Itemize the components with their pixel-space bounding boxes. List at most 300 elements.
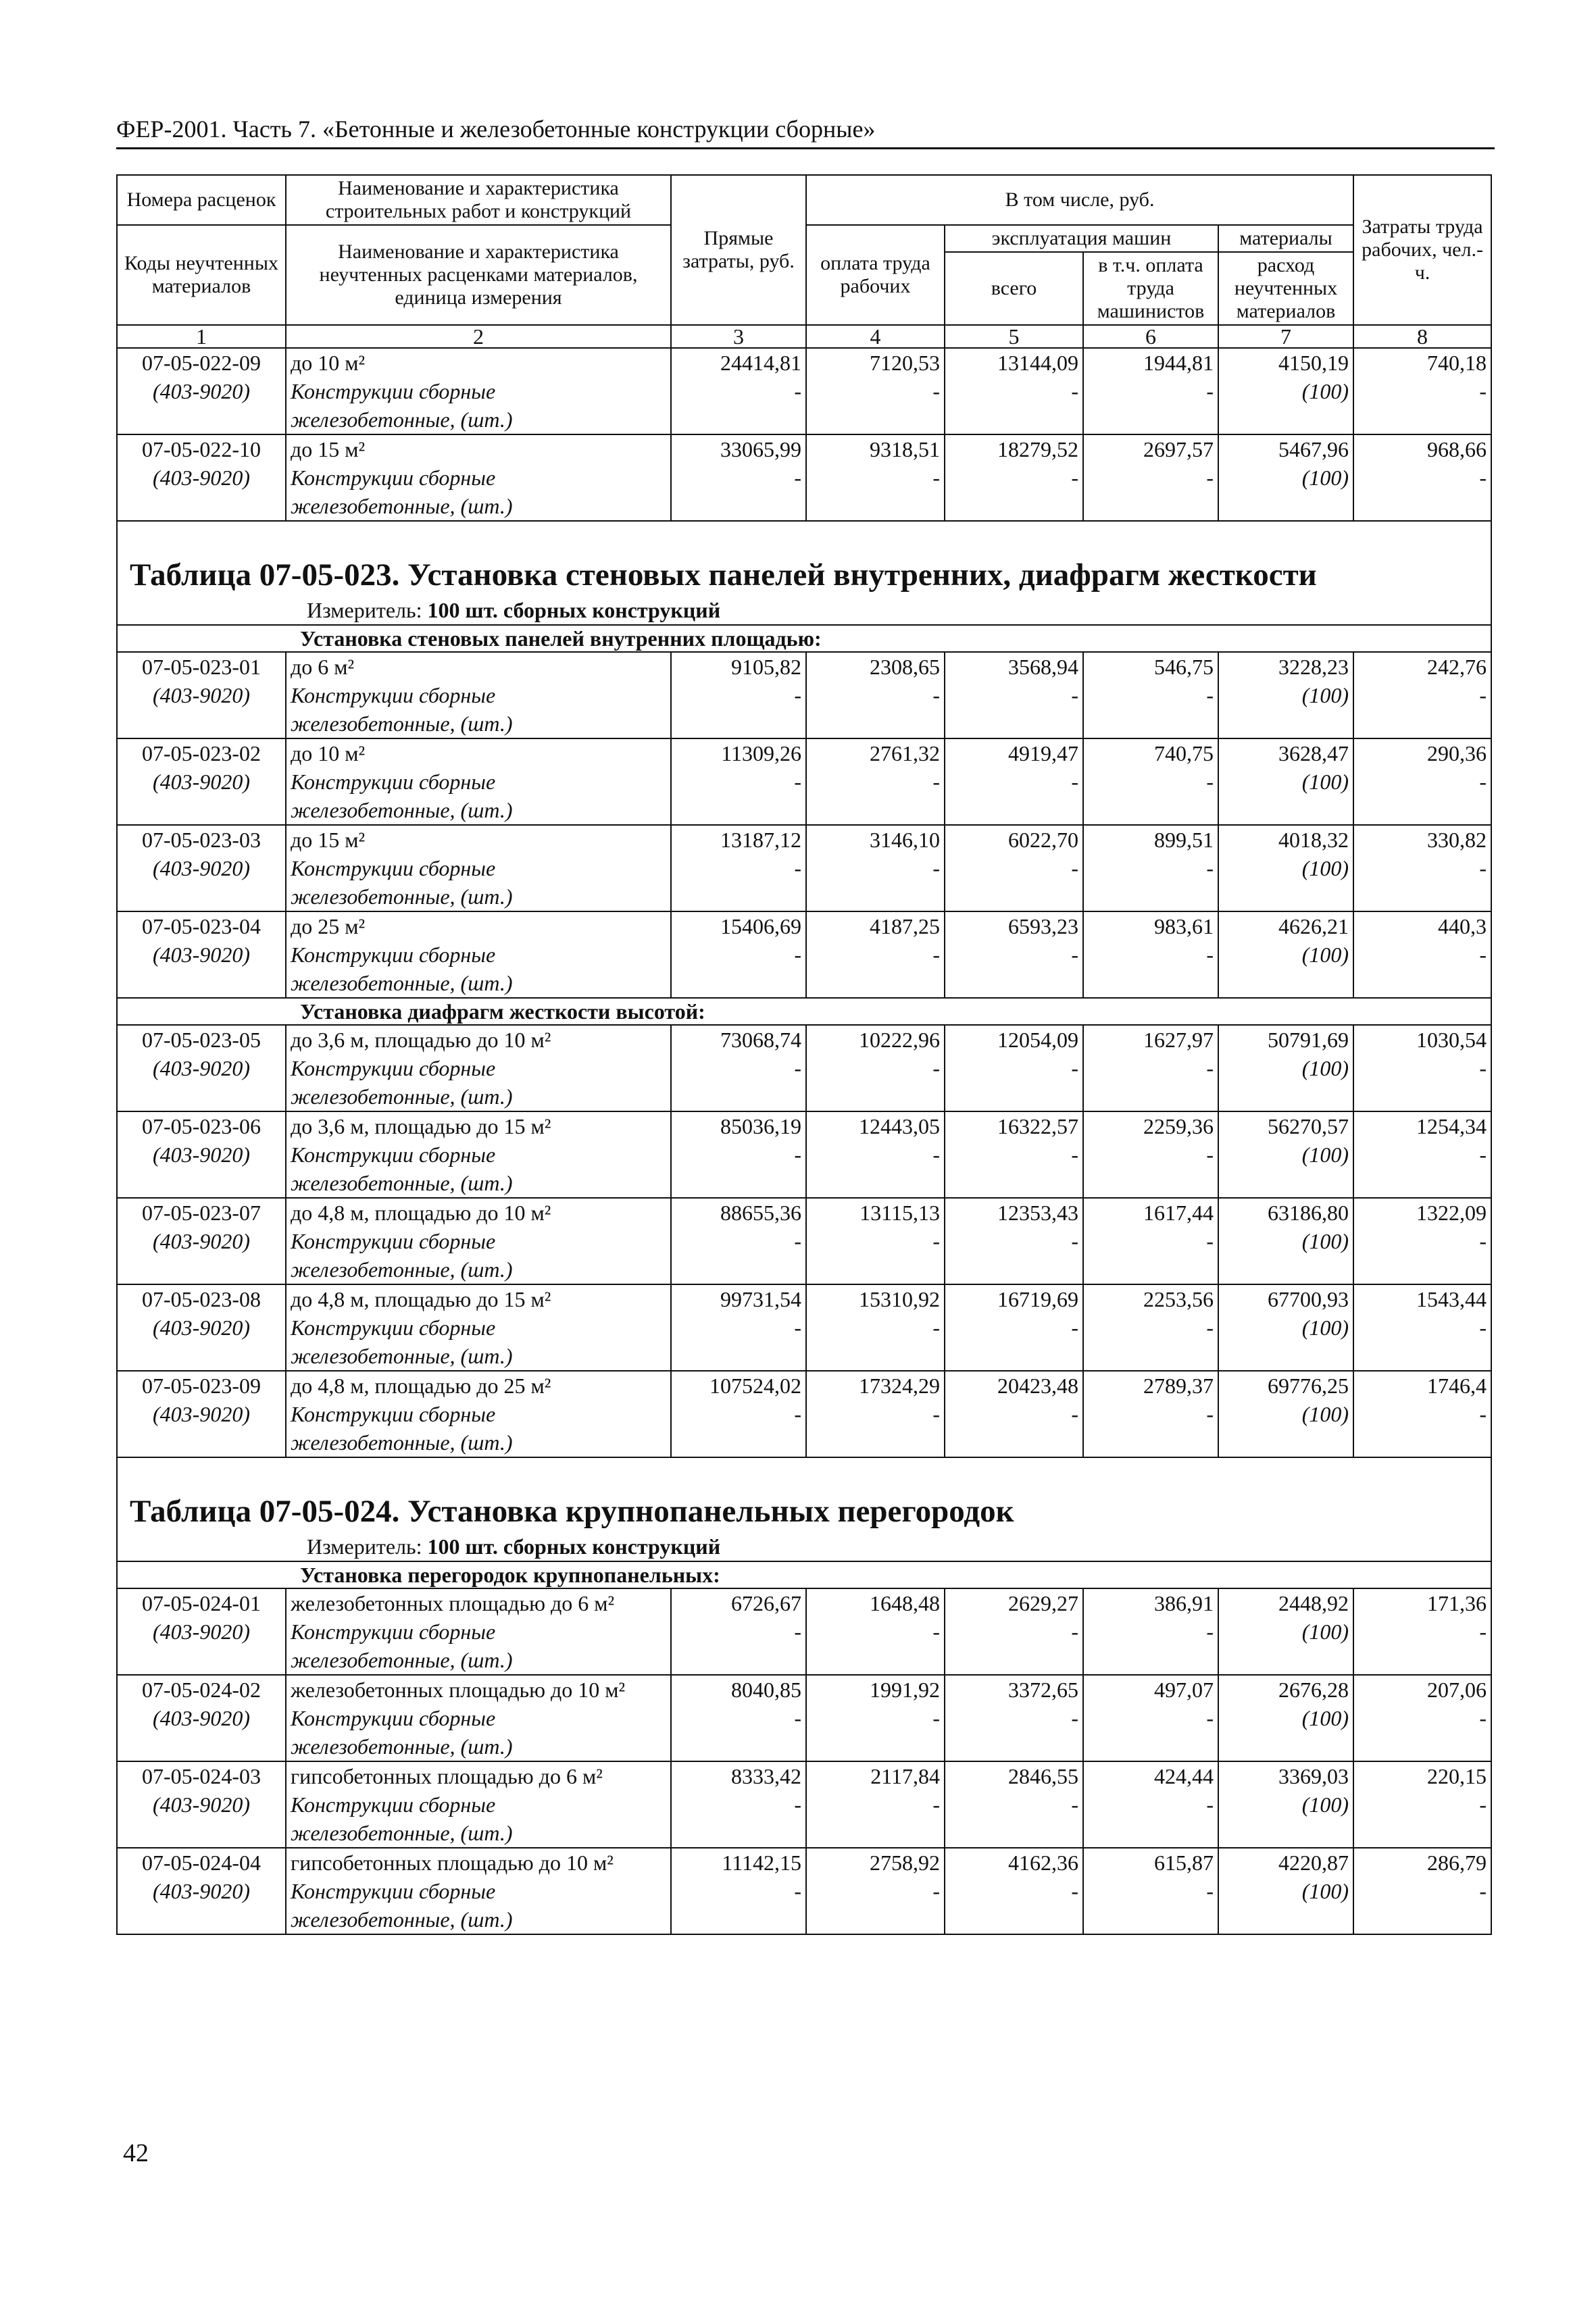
rate-value-c8: 968,66 bbox=[1353, 434, 1491, 463]
rate-value-c7: 2448,92 bbox=[1218, 1588, 1353, 1617]
dash-cell: - bbox=[806, 1054, 945, 1082]
rate-value-c5: 3568,94 bbox=[945, 652, 1083, 681]
rate-value-c4: 2761,32 bbox=[806, 738, 945, 768]
empty-cell bbox=[806, 1646, 945, 1675]
meter-label: Измеритель: bbox=[307, 598, 422, 622]
material-code: (403-9020) bbox=[117, 681, 286, 709]
empty-cell bbox=[1083, 405, 1218, 434]
rate-row bbox=[117, 1761, 1491, 1790]
rate-value-c3: 9105,82 bbox=[671, 652, 806, 681]
dash-cell: - bbox=[671, 681, 806, 709]
col8-header: Затраты труда рабочих, чел.-ч. bbox=[1353, 175, 1491, 325]
rate-row bbox=[117, 348, 1491, 377]
material-code: (403-9020) bbox=[117, 1400, 286, 1428]
table-024-heading bbox=[117, 1457, 1491, 1588]
meter-value: 100 шт. сборных конструкций bbox=[427, 1534, 721, 1559]
dash-cell: - bbox=[1353, 940, 1491, 969]
table-023-heading bbox=[117, 521, 1491, 652]
empty-cell bbox=[671, 1082, 806, 1111]
empty-cell bbox=[806, 969, 945, 998]
col-num: 7 bbox=[1218, 325, 1353, 348]
empty-cell bbox=[806, 1082, 945, 1111]
rate-value-c3: 11142,15 bbox=[671, 1848, 806, 1877]
material-name: Конструкции сборные bbox=[286, 1617, 671, 1646]
rate-row bbox=[117, 1588, 1491, 1617]
material-name-cont: железобетонные, (шт.) bbox=[286, 1169, 671, 1198]
material-row-cont bbox=[117, 882, 1491, 911]
material-name-cont: железобетонные, (шт.) bbox=[286, 1428, 671, 1457]
col-num: 4 bbox=[806, 325, 945, 348]
material-row-cont bbox=[117, 405, 1491, 434]
empty-cell bbox=[806, 1255, 945, 1284]
empty-cell bbox=[671, 1255, 806, 1284]
rate-value-c5: 12353,43 bbox=[945, 1198, 1083, 1227]
empty-cell bbox=[806, 492, 945, 521]
dash-cell: - bbox=[1083, 1227, 1218, 1255]
empty-cell bbox=[117, 1819, 286, 1848]
dash-cell: - bbox=[1083, 1790, 1218, 1819]
rate-row bbox=[117, 1284, 1491, 1313]
material-row-cont bbox=[117, 1819, 1491, 1848]
material-row bbox=[117, 940, 1491, 969]
empty-cell bbox=[1083, 709, 1218, 738]
empty-cell bbox=[671, 796, 806, 825]
material-quantity: (100) bbox=[1218, 1790, 1353, 1819]
dash-cell: - bbox=[945, 1400, 1083, 1428]
rate-value-c8: 740,18 bbox=[1353, 348, 1491, 377]
rate-value-c7: 4626,21 bbox=[1218, 911, 1353, 940]
empty-cell bbox=[945, 1428, 1083, 1457]
rate-row bbox=[117, 1111, 1491, 1140]
rate-value-c8: 290,36 bbox=[1353, 738, 1491, 768]
dash-cell: - bbox=[1083, 854, 1218, 882]
dash-cell: - bbox=[1353, 1054, 1491, 1082]
material-quantity: (100) bbox=[1218, 1877, 1353, 1905]
empty-cell bbox=[1218, 405, 1353, 434]
dash-cell: - bbox=[671, 463, 806, 492]
rate-value-c3: 8040,85 bbox=[671, 1675, 806, 1704]
material-quantity: (100) bbox=[1218, 768, 1353, 796]
empty-cell bbox=[117, 1342, 286, 1371]
material-quantity: (100) bbox=[1218, 854, 1353, 882]
material-row-cont bbox=[117, 1342, 1491, 1371]
dash-cell: - bbox=[945, 940, 1083, 969]
rate-value-c6: 2259,36 bbox=[1083, 1111, 1218, 1140]
dash-cell: - bbox=[945, 681, 1083, 709]
dash-cell: - bbox=[945, 854, 1083, 882]
material-code: (403-9020) bbox=[117, 1227, 286, 1255]
empty-cell bbox=[945, 1646, 1083, 1675]
material-quantity: (100) bbox=[1218, 463, 1353, 492]
material-name: Конструкции сборные bbox=[286, 768, 671, 796]
empty-cell bbox=[117, 1646, 286, 1675]
dash-cell: - bbox=[945, 1877, 1083, 1905]
empty-cell bbox=[1353, 1646, 1491, 1675]
empty-cell bbox=[1353, 1342, 1491, 1371]
rate-value-c7: 67700,93 bbox=[1218, 1284, 1353, 1313]
dash-cell: - bbox=[945, 463, 1083, 492]
empty-cell bbox=[117, 709, 286, 738]
dash-cell: - bbox=[806, 377, 945, 405]
material-name: Конструкции сборные bbox=[286, 940, 671, 969]
rate-value-c8: 286,79 bbox=[1353, 1848, 1491, 1877]
rate-name: до 4,8 м, площадью до 10 м² bbox=[286, 1198, 671, 1227]
empty-cell bbox=[117, 1428, 286, 1457]
dash-cell: - bbox=[1083, 1877, 1218, 1905]
rate-name: до 15 м² bbox=[286, 434, 671, 463]
empty-cell bbox=[806, 882, 945, 911]
page-header: ФЕР-2001. Часть 7. «Бетонные и железобетонные конструкции сборные» bbox=[116, 114, 1495, 149]
empty-cell bbox=[806, 1905, 945, 1934]
dash-cell: - bbox=[1353, 681, 1491, 709]
dash-cell: - bbox=[945, 1313, 1083, 1342]
material-code: (403-9020) bbox=[117, 1877, 286, 1905]
material-row bbox=[117, 1227, 1491, 1255]
dash-cell: - bbox=[1083, 1054, 1218, 1082]
material-row bbox=[117, 1313, 1491, 1342]
material-row bbox=[117, 854, 1491, 882]
dash-cell: - bbox=[806, 1877, 945, 1905]
dash-cell: - bbox=[1083, 1313, 1218, 1342]
empty-cell bbox=[1353, 969, 1491, 998]
dash-cell: - bbox=[1083, 940, 1218, 969]
rate-value-c7: 63186,80 bbox=[1218, 1198, 1353, 1227]
rate-value-c3: 13187,12 bbox=[671, 825, 806, 854]
rate-value-c5: 4919,47 bbox=[945, 738, 1083, 768]
rate-name: до 6 м² bbox=[286, 652, 671, 681]
material-row-cont bbox=[117, 1082, 1491, 1111]
dash-cell: - bbox=[945, 1790, 1083, 1819]
group-header: В том числе, руб. bbox=[806, 175, 1353, 225]
material-code: (403-9020) bbox=[117, 1313, 286, 1342]
material-name-cont: железобетонные, (шт.) bbox=[286, 1082, 671, 1111]
rate-value-c4: 3146,10 bbox=[806, 825, 945, 854]
dash-cell: - bbox=[806, 463, 945, 492]
table-023-body-1 bbox=[117, 652, 1491, 998]
material-name: Конструкции сборные bbox=[286, 1227, 671, 1255]
empty-cell bbox=[1218, 1428, 1353, 1457]
rate-code: 07-05-023-06 bbox=[117, 1111, 286, 1140]
empty-cell bbox=[1353, 709, 1491, 738]
rate-value-c8: 1254,34 bbox=[1353, 1111, 1491, 1140]
rate-value-c3: 107524,02 bbox=[671, 1371, 806, 1400]
rate-name: до 25 м² bbox=[286, 911, 671, 940]
column-numbers-row bbox=[117, 325, 1491, 348]
rate-value-c7: 56270,57 bbox=[1218, 1111, 1353, 1140]
empty-cell bbox=[806, 1428, 945, 1457]
rate-code: 07-05-022-09 bbox=[117, 348, 286, 377]
empty-cell bbox=[671, 405, 806, 434]
material-name: Конструкции сборные bbox=[286, 854, 671, 882]
col6-header: в т.ч. оплата труда машинистов bbox=[1083, 252, 1218, 325]
material-row bbox=[117, 463, 1491, 492]
material-name: Конструкции сборные bbox=[286, 463, 671, 492]
empty-cell bbox=[1083, 1905, 1218, 1934]
dash-cell: - bbox=[671, 1313, 806, 1342]
rate-code: 07-05-023-03 bbox=[117, 825, 286, 854]
dash-cell: - bbox=[945, 1227, 1083, 1255]
material-row-cont bbox=[117, 1428, 1491, 1457]
rate-row bbox=[117, 434, 1491, 463]
empty-cell bbox=[1218, 1732, 1353, 1761]
empty-cell bbox=[117, 492, 286, 521]
materials-header: материалы bbox=[1218, 225, 1353, 252]
material-name-cont: железобетонные, (шт.) bbox=[286, 882, 671, 911]
rate-value-c7: 3369,03 bbox=[1218, 1761, 1353, 1790]
dash-cell: - bbox=[806, 940, 945, 969]
empty-cell bbox=[1353, 1732, 1491, 1761]
material-row bbox=[117, 1140, 1491, 1169]
empty-cell bbox=[806, 1732, 945, 1761]
material-name-cont: железобетонные, (шт.) bbox=[286, 1905, 671, 1934]
rate-row bbox=[117, 1848, 1491, 1877]
rate-value-c7: 2676,28 bbox=[1218, 1675, 1353, 1704]
rate-value-c3: 99731,54 bbox=[671, 1284, 806, 1313]
rate-row bbox=[117, 652, 1491, 681]
material-name-cont: железобетонные, (шт.) bbox=[286, 1646, 671, 1675]
empty-cell bbox=[671, 1732, 806, 1761]
empty-cell bbox=[1353, 1169, 1491, 1198]
section-heading: Установка диафрагм жесткости высотой: bbox=[117, 998, 1491, 1025]
rate-code: 07-05-023-04 bbox=[117, 911, 286, 940]
rate-value-c5: 6022,70 bbox=[945, 825, 1083, 854]
dash-cell: - bbox=[671, 854, 806, 882]
material-row-cont bbox=[117, 1905, 1491, 1934]
empty-cell bbox=[1083, 1428, 1218, 1457]
dash-cell: - bbox=[945, 1054, 1083, 1082]
empty-cell bbox=[671, 709, 806, 738]
dash-cell: - bbox=[806, 1227, 945, 1255]
empty-cell bbox=[1218, 1905, 1353, 1934]
dash-cell: - bbox=[806, 1140, 945, 1169]
material-name: Конструкции сборные bbox=[286, 1400, 671, 1428]
rate-value-c7: 3628,47 bbox=[1218, 738, 1353, 768]
rate-value-c6: 1617,44 bbox=[1083, 1198, 1218, 1227]
col-num: 8 bbox=[1353, 325, 1491, 348]
rate-value-c4: 2117,84 bbox=[806, 1761, 945, 1790]
empty-cell bbox=[671, 1428, 806, 1457]
rate-value-c6: 1944,81 bbox=[1083, 348, 1218, 377]
col1-header-top: Номера расценок bbox=[117, 175, 286, 225]
dash-cell: - bbox=[1353, 1140, 1491, 1169]
empty-cell bbox=[945, 405, 1083, 434]
empty-cell bbox=[1218, 1646, 1353, 1675]
rate-name: до 4,8 м, площадью до 15 м² bbox=[286, 1284, 671, 1313]
col5-header: всего bbox=[945, 252, 1083, 325]
empty-cell bbox=[1218, 709, 1353, 738]
rate-row bbox=[117, 1025, 1491, 1054]
empty-cell bbox=[806, 709, 945, 738]
col3-header: Прямые затраты, руб. bbox=[671, 175, 806, 325]
rate-value-c6: 546,75 bbox=[1083, 652, 1218, 681]
rate-value-c3: 6726,67 bbox=[671, 1588, 806, 1617]
dash-cell: - bbox=[1083, 1617, 1218, 1646]
rate-value-c6: 1627,97 bbox=[1083, 1025, 1218, 1054]
empty-cell bbox=[1083, 796, 1218, 825]
rate-code: 07-05-023-02 bbox=[117, 738, 286, 768]
empty-cell bbox=[945, 882, 1083, 911]
rate-code: 07-05-024-03 bbox=[117, 1761, 286, 1790]
empty-cell bbox=[945, 1732, 1083, 1761]
col2-header-top: Наименование и характеристика строительных работ и конструкций bbox=[286, 175, 671, 225]
empty-cell bbox=[117, 1732, 286, 1761]
rate-name: до 10 м² bbox=[286, 738, 671, 768]
table-023-body-2 bbox=[117, 1025, 1491, 1457]
rate-value-c4: 13115,13 bbox=[806, 1198, 945, 1227]
empty-cell bbox=[117, 796, 286, 825]
rate-value-c6: 497,07 bbox=[1083, 1675, 1218, 1704]
rate-value-c5: 16322,57 bbox=[945, 1111, 1083, 1140]
rate-code: 07-05-022-10 bbox=[117, 434, 286, 463]
meter-value: 100 шт. сборных конструкций bbox=[427, 598, 721, 622]
material-code: (403-9020) bbox=[117, 940, 286, 969]
empty-cell bbox=[806, 796, 945, 825]
rate-value-c8: 1543,44 bbox=[1353, 1284, 1491, 1313]
rate-value-c3: 11309,26 bbox=[671, 738, 806, 768]
empty-cell bbox=[1353, 1819, 1491, 1848]
rate-value-c5: 2846,55 bbox=[945, 1761, 1083, 1790]
dash-cell: - bbox=[1083, 1704, 1218, 1732]
rate-value-c6: 983,61 bbox=[1083, 911, 1218, 940]
dash-cell: - bbox=[1353, 854, 1491, 882]
rate-value-c7: 4150,19 bbox=[1218, 348, 1353, 377]
empty-cell bbox=[1083, 1342, 1218, 1371]
material-name: Конструкции сборные bbox=[286, 1790, 671, 1819]
rate-row bbox=[117, 738, 1491, 768]
material-row-cont bbox=[117, 796, 1491, 825]
dash-cell: - bbox=[945, 377, 1083, 405]
empty-cell bbox=[1083, 882, 1218, 911]
dash-cell: - bbox=[806, 681, 945, 709]
material-code: (403-9020) bbox=[117, 377, 286, 405]
rate-value-c3: 73068,74 bbox=[671, 1025, 806, 1054]
material-row bbox=[117, 768, 1491, 796]
material-quantity: (100) bbox=[1218, 1054, 1353, 1082]
rate-name: железобетонных площадью до 6 м² bbox=[286, 1588, 671, 1617]
meter-label: Измеритель: bbox=[307, 1534, 422, 1559]
empty-cell bbox=[1353, 1905, 1491, 1934]
dash-cell: - bbox=[806, 1313, 945, 1342]
material-quantity: (100) bbox=[1218, 1227, 1353, 1255]
col2-header-bottom: Наименование и характеристика неучтенных расценками материалов, единица измерения bbox=[286, 225, 671, 325]
rate-code: 07-05-024-02 bbox=[117, 1675, 286, 1704]
empty-cell bbox=[1083, 1646, 1218, 1675]
rate-value-c7: 4018,32 bbox=[1218, 825, 1353, 854]
empty-cell bbox=[1353, 1428, 1491, 1457]
rate-value-c5: 2629,27 bbox=[945, 1588, 1083, 1617]
col1-header-bottom: Коды неучтенных материалов bbox=[117, 225, 286, 325]
machines-header: эксплуатация машин bbox=[945, 225, 1218, 252]
dash-cell: - bbox=[1353, 377, 1491, 405]
material-name-cont: железобетонные, (шт.) bbox=[286, 796, 671, 825]
empty-cell bbox=[945, 1082, 1083, 1111]
empty-cell bbox=[1353, 492, 1491, 521]
rate-value-c7: 4220,87 bbox=[1218, 1848, 1353, 1877]
dash-cell: - bbox=[1083, 463, 1218, 492]
material-name: Конструкции сборные bbox=[286, 1313, 671, 1342]
rate-value-c4: 2758,92 bbox=[806, 1848, 945, 1877]
rate-row bbox=[117, 1198, 1491, 1227]
section-heading: Установка стеновых панелей внутренних площадью: bbox=[117, 625, 1491, 652]
material-name-cont: железобетонные, (шт.) bbox=[286, 492, 671, 521]
rate-value-c7: 69776,25 bbox=[1218, 1371, 1353, 1400]
rate-row bbox=[117, 1371, 1491, 1400]
rate-value-c6: 615,87 bbox=[1083, 1848, 1218, 1877]
empty-cell bbox=[1218, 1342, 1353, 1371]
material-code: (403-9020) bbox=[117, 1704, 286, 1732]
empty-cell bbox=[117, 1169, 286, 1198]
empty-cell bbox=[671, 492, 806, 521]
empty-cell bbox=[117, 1255, 286, 1284]
empty-cell bbox=[1218, 1169, 1353, 1198]
rate-value-c8: 171,36 bbox=[1353, 1588, 1491, 1617]
material-quantity: (100) bbox=[1218, 1313, 1353, 1342]
rate-code: 07-05-023-01 bbox=[117, 652, 286, 681]
rate-value-c7: 5467,96 bbox=[1218, 434, 1353, 463]
rate-value-c4: 4187,25 bbox=[806, 911, 945, 940]
empty-cell bbox=[1218, 492, 1353, 521]
empty-cell bbox=[806, 1342, 945, 1371]
empty-cell bbox=[806, 405, 945, 434]
material-row-cont bbox=[117, 1169, 1491, 1198]
empty-cell bbox=[1218, 969, 1353, 998]
table-022-body bbox=[117, 348, 1491, 521]
rate-value-c4: 17324,29 bbox=[806, 1371, 945, 1400]
material-row bbox=[117, 1877, 1491, 1905]
rates-table bbox=[116, 174, 1492, 1935]
rate-value-c5: 4162,36 bbox=[945, 1848, 1083, 1877]
rate-value-c5: 16719,69 bbox=[945, 1284, 1083, 1313]
dash-cell: - bbox=[671, 940, 806, 969]
empty-cell bbox=[117, 882, 286, 911]
empty-cell bbox=[806, 1169, 945, 1198]
empty-cell bbox=[671, 882, 806, 911]
rate-value-c6: 386,91 bbox=[1083, 1588, 1218, 1617]
empty-cell bbox=[1083, 1732, 1218, 1761]
dash-cell: - bbox=[671, 1227, 806, 1255]
empty-cell bbox=[117, 405, 286, 434]
col-num: 6 bbox=[1083, 325, 1218, 348]
material-quantity: (100) bbox=[1218, 1140, 1353, 1169]
dash-cell: - bbox=[1083, 1140, 1218, 1169]
rate-value-c4: 10222,96 bbox=[806, 1025, 945, 1054]
empty-cell bbox=[945, 796, 1083, 825]
rate-name: железобетонных площадью до 10 м² bbox=[286, 1675, 671, 1704]
rate-value-c3: 8333,42 bbox=[671, 1761, 806, 1790]
dash-cell: - bbox=[945, 1617, 1083, 1646]
empty-cell bbox=[671, 1819, 806, 1848]
dash-cell: - bbox=[1353, 1617, 1491, 1646]
rate-value-c3: 33065,99 bbox=[671, 434, 806, 463]
dash-cell: - bbox=[1353, 1400, 1491, 1428]
empty-cell bbox=[1083, 1169, 1218, 1198]
dash-cell: - bbox=[1083, 1400, 1218, 1428]
rate-value-c8: 1746,4 bbox=[1353, 1371, 1491, 1400]
empty-cell bbox=[117, 1082, 286, 1111]
material-name: Конструкции сборные bbox=[286, 1877, 671, 1905]
dash-cell: - bbox=[806, 854, 945, 882]
dash-cell: - bbox=[1083, 681, 1218, 709]
empty-cell bbox=[1218, 796, 1353, 825]
empty-cell bbox=[1083, 1819, 1218, 1848]
material-quantity: (100) bbox=[1218, 1704, 1353, 1732]
dash-cell: - bbox=[671, 1400, 806, 1428]
material-code: (403-9020) bbox=[117, 1617, 286, 1646]
dash-cell: - bbox=[1353, 768, 1491, 796]
rate-value-c5: 13144,09 bbox=[945, 348, 1083, 377]
material-name: Конструкции сборные bbox=[286, 1140, 671, 1169]
dash-cell: - bbox=[671, 1617, 806, 1646]
